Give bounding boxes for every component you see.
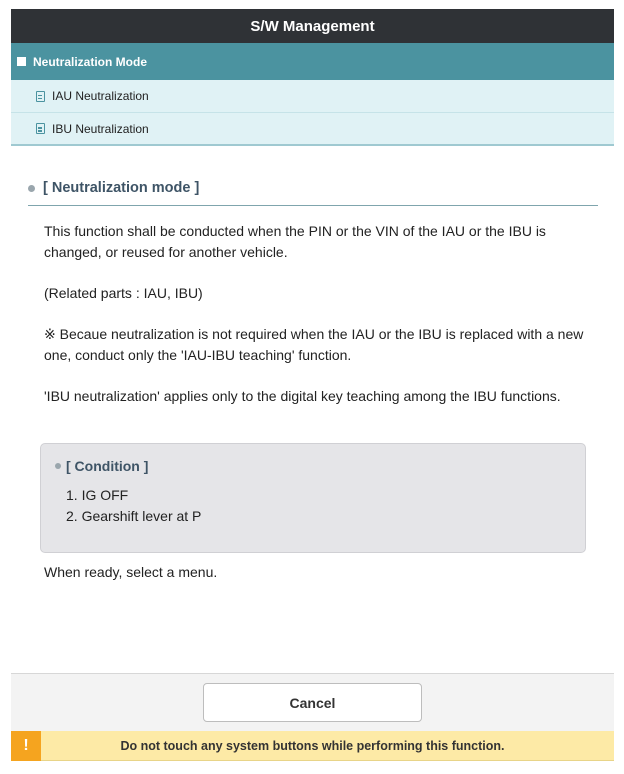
section-title	[28, 180, 598, 206]
description-paragraph: 'IBU neutralization' applies only to the digital key teaching among the IBU functions.	[44, 388, 561, 404]
footer-bar	[11, 673, 614, 731]
menu-section-header	[11, 43, 614, 80]
menu-item-label: IBU Neutralization	[52, 121, 149, 136]
menu-item-label: IAU Neutralization	[52, 89, 149, 103]
window-title: S/W Management	[250, 17, 375, 35]
condition-title-text: [ Condition ]	[66, 458, 149, 474]
ready-instruction: When ready, select a menu.	[44, 564, 218, 580]
document-icon	[36, 91, 45, 102]
description-paragraph: ※ Becaue neutralization is not required when the IAU or the IBU is replaced with a new one, conduct only the 'IAU-IBU teaching' function.	[44, 326, 584, 363]
condition-item: 1. IG OFF	[66, 487, 129, 503]
description-paragraph: This function shall be conducted when the PIN or the VIN of the IAU or the IBU is changed, or reused for another vehicle.	[44, 223, 546, 260]
app-window	[11, 9, 614, 767]
condition-title	[55, 458, 585, 474]
warning-banner	[11, 731, 614, 761]
bullet-icon	[55, 463, 61, 469]
condition-item: 2. Gearshift lever at P	[66, 508, 202, 524]
condition-box	[40, 443, 586, 553]
menu-item-ibu-neutralization[interactable]	[11, 113, 614, 146]
bullet-icon	[28, 185, 35, 192]
description-paragraph: (Related parts : IAU, IBU)	[44, 285, 203, 301]
menu-item-iau-neutralization[interactable]	[11, 80, 614, 113]
description	[28, 221, 598, 407]
section-title-text: [ Neutralization mode ]	[43, 180, 200, 196]
cancel-button[interactable]: Cancel	[203, 683, 422, 722]
warning-text: Do not touch any system buttons while performing this function.	[120, 738, 505, 753]
square-icon	[17, 57, 26, 66]
content-area	[11, 180, 614, 580]
title-bar	[11, 9, 614, 43]
menu-section-label: Neutralization Mode	[33, 54, 148, 69]
warning-icon: !	[11, 731, 41, 761]
menu-list	[11, 80, 614, 146]
document-icon	[36, 123, 45, 134]
